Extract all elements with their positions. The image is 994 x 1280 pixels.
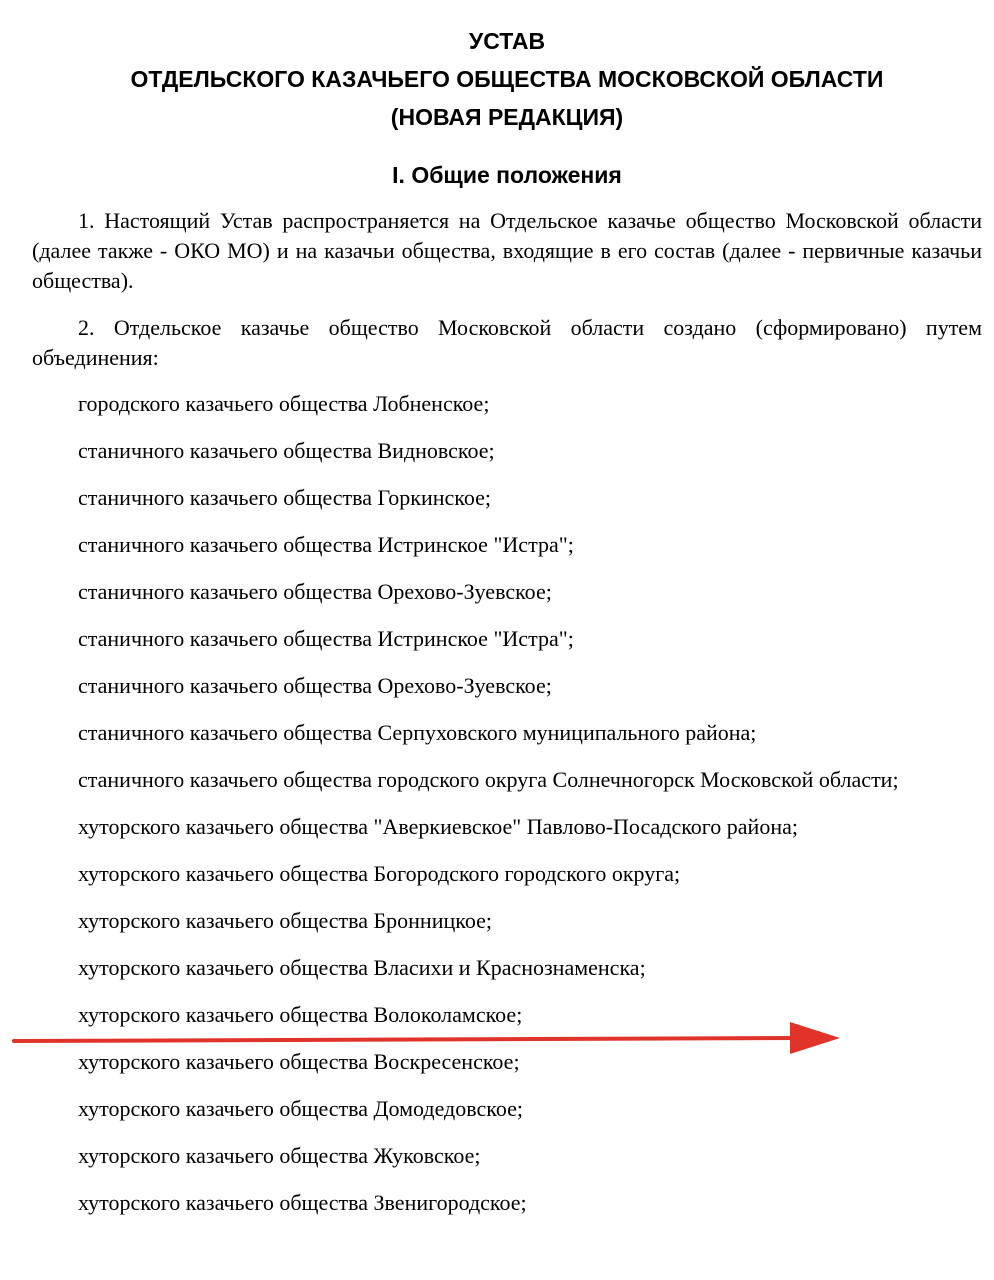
list-item: хуторского казачьего общества Жуковское; — [78, 1143, 481, 1168]
list-item: станичного казачьего общества Орехово-Зуевское; — [78, 579, 552, 604]
document-page — [32, 22, 982, 1218]
list-item: станичного казачьего общества Истринское "Истра"; — [78, 626, 574, 651]
society-list — [32, 389, 982, 1218]
list-item: хуторского казачьего общества Звенигородское; — [78, 1190, 527, 1215]
list-item: хуторского казачьего общества "Аверкиевское" Павлово-Посадского района; — [78, 814, 798, 839]
list-item: хуторского казачьего общества Домодедовское; — [78, 1096, 523, 1121]
list-item: хуторского казачьего общества Богородского городского округа; — [78, 861, 681, 886]
document-subtitle: ОТДЕЛЬСКОГО КАЗАЧЬЕГО ОБЩЕСТВА МОСКОВСКОЙ ОБЛАСТИ — [130, 66, 884, 92]
paragraph-2: 2. Отдельское казачье общество Московской области создано (сформировано) путем объединения: — [32, 315, 982, 370]
list-item: хуторского казачьего общества Воскресенское; — [78, 1049, 520, 1074]
list-item: станичного казачьего общества Видновское; — [78, 438, 495, 463]
list-item: хуторского казачьего общества Бронницкое; — [78, 908, 492, 933]
document-edition: (НОВАЯ РЕДАКЦИЯ) — [390, 104, 624, 130]
list-item: станичного казачьего общества Истринское "Истра"; — [78, 532, 574, 557]
paragraph-1: 1. Настоящий Устав распространяется на Отдельское казачье общество Московской области (далее также - ОКО МО) и на казачьи общества, входящие в его состав (далее - первичные казачьи общества). — [32, 208, 982, 293]
list-item: станичного казачьего общества городского округа Солнечногорск Московской области; — [78, 767, 899, 792]
section-title: I. Общие положения — [392, 162, 622, 188]
list-item: хуторского казачьего общества Волоколамское; — [78, 1002, 523, 1027]
list-item: станичного казачьего общества Серпуховского муниципального района; — [78, 720, 757, 745]
document-title: УСТАВ — [468, 28, 546, 54]
list-item: станичного казачьего общества Орехово-Зуевское; — [78, 673, 552, 698]
list-item: станичного казачьего общества Горкинское; — [78, 485, 491, 510]
list-item: городского казачьего общества Лобненское; — [78, 391, 490, 416]
list-item: хуторского казачьего общества Власихи и Краснознаменска; — [78, 955, 646, 980]
